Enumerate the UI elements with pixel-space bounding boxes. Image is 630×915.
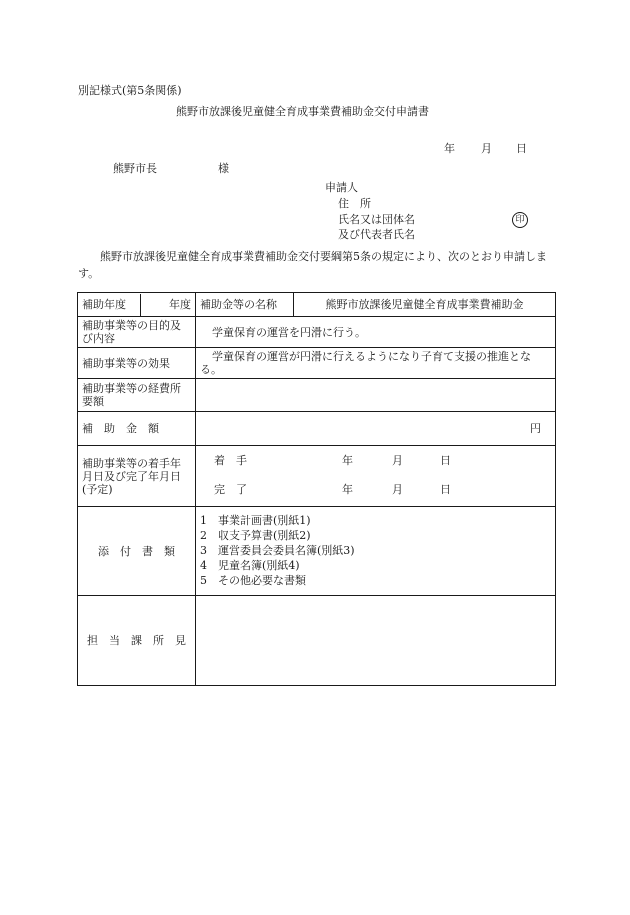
date-year: 年 — [444, 142, 455, 155]
end-day: 日 — [440, 483, 451, 496]
fiscal-year-cell — [78, 293, 196, 317]
row-amount — [78, 412, 556, 446]
attachments-label: 添 付 書 類 — [78, 507, 196, 596]
row-cost — [78, 379, 556, 412]
date-month: 月 — [481, 142, 492, 155]
program-name-label: 補助金等の名称 — [196, 293, 294, 317]
start-day: 日 — [440, 454, 451, 467]
attachment-item: 2 収支予算書(別紙2) — [200, 529, 311, 542]
cost-label: 補助事業等の経費所要額 — [78, 379, 196, 412]
period-label: 補助事業等の着手年月日及び完了年月日(予定) — [78, 446, 196, 507]
attachment-item: 4 児童名簿(別紙4) — [200, 559, 300, 572]
start-year: 年 — [342, 454, 353, 467]
row-opinion — [78, 596, 556, 686]
attachments-list — [196, 507, 556, 596]
attachment-item: 3 運営委員会委員名簿(別紙3) — [200, 544, 355, 557]
purpose-value: 学童保育の運営を円滑に行う。 — [196, 317, 556, 348]
form-reference: 別記様式(第5条関係) — [78, 84, 182, 97]
addressee: 熊野市長 — [113, 162, 157, 175]
seal-mark — [512, 212, 528, 228]
application-table — [77, 292, 556, 686]
effect-label: 補助事業等の効果 — [78, 348, 196, 379]
opinion-value — [196, 596, 556, 686]
fiscal-year-label: 補助年度 — [78, 294, 141, 316]
document-title: 熊野市放課後児童健全育成事業費補助金交付申請書 — [176, 105, 429, 118]
row-effect — [78, 348, 556, 379]
end-year: 年 — [342, 483, 353, 496]
row-period — [78, 446, 556, 507]
address-label: 住 所 — [338, 197, 371, 210]
seal-icon: 印 — [512, 212, 528, 228]
representative-label: 及び代表者氏名 — [338, 228, 415, 241]
effect-value: 学童保育の運営が円滑に行えるようになり子育て支援の推進となる。 — [196, 348, 556, 379]
purpose-label: 補助事業等の目的及び内容 — [78, 317, 196, 348]
end-month: 月 — [392, 483, 403, 496]
applicant-label: 申請人 — [325, 181, 358, 194]
period-cell — [196, 446, 556, 507]
attachment-item: 5 その他必要な書類 — [200, 574, 306, 587]
fiscal-year-value: 年度 — [169, 298, 191, 311]
opinion-label: 担 当 課 所 見 — [78, 596, 196, 686]
row-attachments — [78, 507, 556, 596]
end-label: 完 了 — [214, 483, 247, 496]
row-purpose — [78, 317, 556, 348]
start-label: 着 手 — [214, 454, 247, 467]
cost-value — [196, 379, 556, 412]
attachment-item: 1 事業計画書(別紙1) — [200, 514, 311, 527]
start-month: 月 — [392, 454, 403, 467]
amount-label: 補 助 金 額 — [78, 412, 196, 446]
name-label: 氏名又は団体名 — [338, 213, 415, 226]
date-day: 日 — [516, 142, 527, 155]
body-paragraph: 熊野市放課後児童健全育成事業費補助金交付要綱第5条の規定により、次のとおり申請します。 — [78, 250, 547, 280]
honorific: 様 — [218, 162, 229, 175]
amount-unit: 円 — [196, 412, 556, 446]
program-name-value: 熊野市放課後児童健全育成事業費補助金 — [294, 293, 556, 317]
row-fiscal-year — [78, 293, 556, 317]
